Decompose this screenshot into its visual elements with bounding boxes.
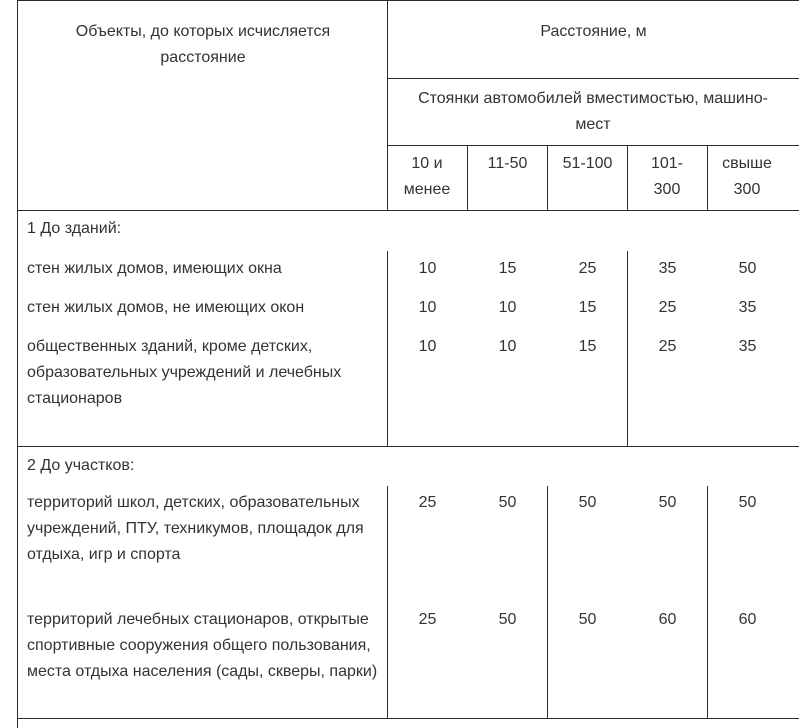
value-cell: 10 <box>418 299 437 316</box>
value-cell: 15 <box>498 260 517 277</box>
column-divider <box>707 486 708 718</box>
distance-header: Расстояние, м <box>540 23 647 40</box>
value-cell: 35 <box>738 299 757 316</box>
row-label: территорий школ, детских, образовательных учреждений, ПТУ, техникумов, площадок для отдыха, игр и спорта <box>27 494 364 563</box>
value-cell: 35 <box>658 260 677 277</box>
value-cell: 10 <box>418 338 437 355</box>
header-divider <box>387 145 799 146</box>
value-cell: 10 <box>418 260 437 277</box>
value-cell: 15 <box>578 299 597 316</box>
value-cell: 25 <box>658 299 677 316</box>
value-cell: 50 <box>578 494 597 511</box>
value-cell: 10 <box>498 338 517 355</box>
column-divider <box>387 486 388 718</box>
value-cell: 60 <box>658 611 677 628</box>
column-header-10-or-less: 10 и менее <box>403 155 451 198</box>
section-divider <box>17 718 799 719</box>
section-title: 1 До зданий: <box>27 220 122 237</box>
value-cell: 15 <box>578 338 597 355</box>
section-title: 2 До участков: <box>27 457 135 474</box>
value-cell: 10 <box>498 299 517 316</box>
parking-capacity-header: Стоянки автомобилей вместимостью, машино-мест <box>418 90 768 133</box>
table-border-top <box>17 0 799 1</box>
column-divider <box>707 145 708 211</box>
column-header-101-300: 101-300 <box>650 155 684 198</box>
row-label: стен жилых домов, имеющих окна <box>27 260 282 277</box>
column-header-51-100: 51-100 <box>562 155 613 172</box>
column-divider <box>547 486 548 718</box>
value-cell: 50 <box>658 494 677 511</box>
value-cell: 50 <box>578 611 597 628</box>
value-cell: 35 <box>738 338 757 355</box>
value-cell: 50 <box>738 260 757 277</box>
value-cell: 60 <box>738 611 757 628</box>
value-cell: 50 <box>498 611 517 628</box>
value-cell: 50 <box>498 494 517 511</box>
value-cell: 25 <box>578 260 597 277</box>
table-border-left <box>17 0 18 728</box>
value-cell: 25 <box>418 611 437 628</box>
value-cell: 25 <box>658 338 677 355</box>
column-header-over-300: свыше 300 <box>722 155 772 198</box>
column-header-11-50: 11-50 <box>487 155 528 172</box>
row-label: общественных зданий, кроме детских, образовательных учреждений и лечебных стационаров <box>27 338 342 407</box>
header-divider <box>387 78 799 79</box>
column-divider <box>627 145 628 211</box>
distance-table <box>17 0 799 728</box>
objects-header: Объекты, до которых исчисляется расстояние <box>75 23 331 66</box>
row-label: территорий лечебных стационаров, открытые спортивные сооружения общего пользования, места отдыха населения (сады, скверы, парки) <box>27 611 378 680</box>
section-divider <box>17 446 799 447</box>
value-cell: 50 <box>738 494 757 511</box>
header-bottom-border <box>17 210 799 211</box>
row-label: стен жилых домов, не имеющих окон <box>27 299 305 316</box>
value-cell: 25 <box>418 494 437 511</box>
